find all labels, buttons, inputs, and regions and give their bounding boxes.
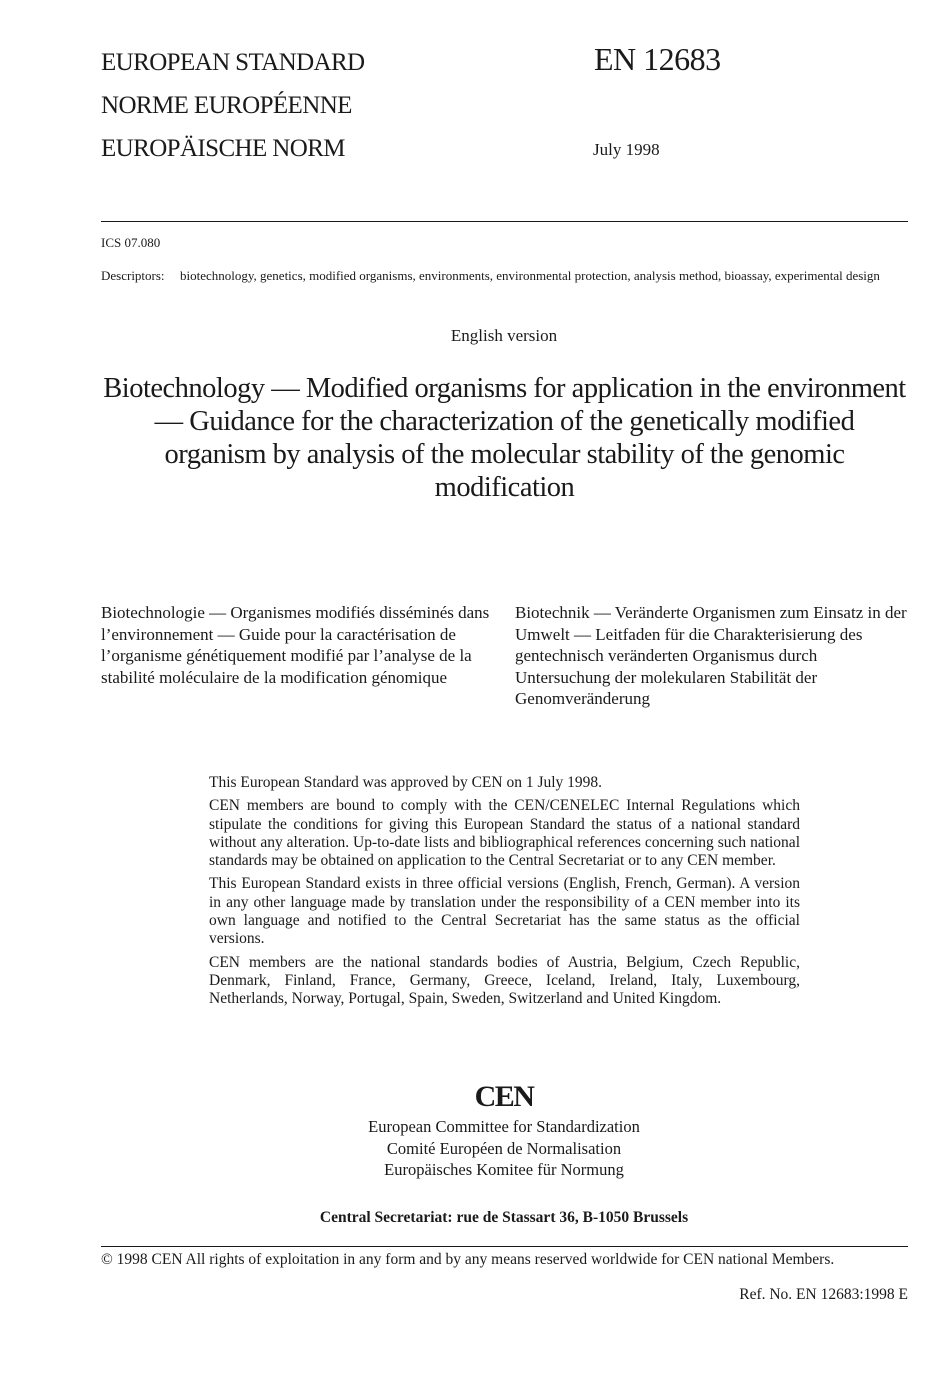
standard-title-en: EUROPEAN STANDARD (101, 49, 365, 76)
descriptors-label: Descriptors: (101, 268, 165, 283)
footer-divider (101, 1246, 908, 1247)
members-paragraph: CEN members are the national standards bodies of Austria, Belgium, Czech Republic, Denmark, Finland, France, Germany, Greece, Iceland, Ireland, Italy, Luxembourg, Netherlands, Norway, Portugal, Spain, Sweden, Switzerland and United Kingdom. (209, 953, 800, 1008)
standard-title-de: EUROPÄISCHE NORM (101, 135, 345, 162)
cen-name-de: Europäisches Komitee für Normung (384, 1160, 624, 1179)
cen-name-en: European Committee for Standardization (368, 1117, 640, 1136)
document-title-fr: Biotechnologie — Organismes modifiés disséminés dans l’environnement — Guide pour la caractérisation de l’organisme génétiquement modifié par l’analyse de la stabilité moléculaire de la modification génomique (101, 603, 490, 687)
approval-date-paragraph: This European Standard was approved by CEN on 1 July 1998. (209, 774, 603, 791)
document-title-de: Biotechnik — Veränderte Organismen zum Einsatz in der Umwelt — Leitfaden für die Charakterisierung des gentechnisch veränderten Organismus durch Untersuchung der molekularen Stabilität der Genomveränderung (515, 603, 907, 708)
reference-number: Ref. No. EN 12683:1998 E (739, 1286, 908, 1303)
copyright-notice: © 1998 CEN All rights of exploitation in any form and by any means reserved worldwide for CEN national Members. (101, 1251, 835, 1268)
ics-code: ICS 07.080 (101, 235, 161, 250)
standard-title-fr: NORME EUROPÉENNE (101, 92, 352, 119)
cen-logo: CEN (474, 1080, 534, 1113)
central-secretariat-address: Central Secretariat: rue de Stassart 36, B-1050 Brussels (319, 1209, 689, 1226)
document-number: EN 12683 (594, 41, 721, 77)
cen-name-fr: Comité Européen de Normalisation (386, 1139, 622, 1158)
official-versions-paragraph: This European Standard exists in three official versions (English, French, German). A version in any other language made by translation under the responsibility of a CEN member into its own language and notified to the Central Secretariat has the same status as the official versions. (209, 875, 800, 948)
compliance-paragraph: CEN members are bound to comply with the CEN/CENELEC Internal Regulations which stipulate the conditions for giving this European Standard the status of a national standard without any alteration. Up-to-date lists and bibliographical references concerning such national standards may be obtained on application to the Central Secretariat or to any CEN member. (209, 797, 800, 870)
header-divider (101, 221, 908, 222)
descriptors-text: biotechnology, genetics, modified organisms, environments, environmental protection, analysis method, bioassay, experimental design (180, 268, 880, 283)
document-title-en: Biotechnology — Modified organisms for application in the environment — Guidance for the characterization of the genetically modified organism by analysis of the molecular stability of the genomic modification (103, 373, 906, 503)
publication-date: July 1998 (593, 140, 660, 159)
approval-notice (209, 774, 800, 1014)
version-label: English version (450, 326, 558, 345)
